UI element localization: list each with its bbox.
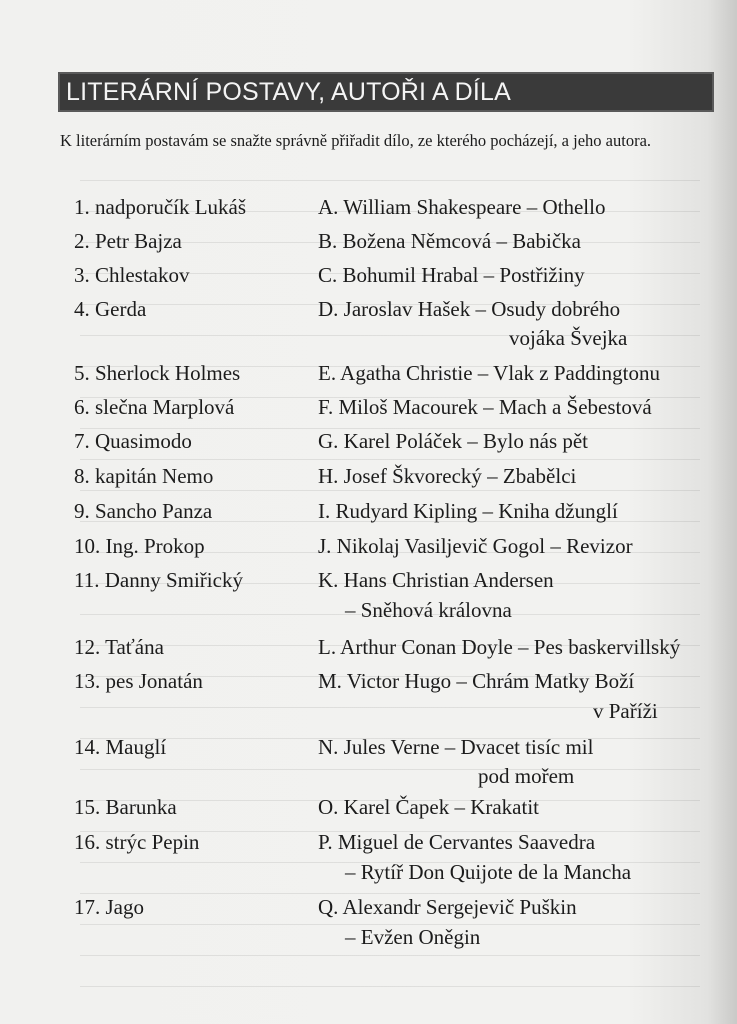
work-item: L. Arthur Conan Doyle – Pes baskervillský bbox=[318, 635, 681, 659]
work-item: P. Miguel de Cervantes Saavedra bbox=[318, 830, 596, 854]
work-item: I. Rudyard Kipling – Kniha džunglí bbox=[318, 499, 618, 523]
work-item-continuation: – Rytíř Don Quijote de la Mancha bbox=[345, 860, 632, 884]
character-item: 14. Mauglí bbox=[74, 735, 167, 759]
work-item: C. Bohumil Hrabal – Postřižiny bbox=[318, 263, 585, 287]
work-item: G. Karel Poláček – Bylo nás pět bbox=[318, 429, 589, 453]
character-item: 9. Sancho Panza bbox=[74, 499, 213, 523]
character-item: 13. pes Jonatán bbox=[74, 669, 203, 693]
instructions: K literárním postavám se snažte správně přiřadit dílo, ze kterého pocházejí, a jeho autora. bbox=[60, 131, 652, 150]
character-item: 1. nadporučík Lukáš bbox=[74, 195, 247, 219]
work-item-continuation: – Sněhová královna bbox=[345, 598, 512, 622]
character-item: 5. Sherlock Holmes bbox=[74, 361, 241, 385]
character-item: 16. strýc Pepin bbox=[74, 830, 200, 854]
work-item: B. Božena Němcová – Babička bbox=[318, 229, 581, 253]
work-item-continuation: – Evžen Oněgin bbox=[345, 925, 481, 949]
work-item: O. Karel Čapek – Krakatit bbox=[318, 795, 540, 819]
character-item: 2. Petr Bajza bbox=[74, 229, 182, 253]
character-item: 10. Ing. Prokop bbox=[74, 534, 205, 558]
work-item: F. Miloš Macourek – Mach a Šebestová bbox=[318, 395, 652, 419]
work-item: M. Victor Hugo – Chrám Matky Boží bbox=[318, 669, 635, 693]
work-item: Q. Alexandr Sergejevič Puškin bbox=[318, 895, 577, 919]
work-item: K. Hans Christian Andersen bbox=[318, 568, 554, 592]
character-item: 17. Jago bbox=[74, 895, 144, 919]
character-item: 8. kapitán Nemo bbox=[74, 464, 214, 488]
work-item-continuation: pod mořem bbox=[478, 764, 575, 788]
work-item: J. Nikolaj Vasiljevič Gogol – Revizor bbox=[318, 534, 633, 558]
character-item: 7. Quasimodo bbox=[74, 429, 192, 453]
character-item: 12. Taťána bbox=[74, 635, 164, 659]
character-item: 11. Danny Smiřický bbox=[74, 568, 243, 592]
character-item: 6. slečna Marplová bbox=[74, 395, 235, 419]
character-item: 15. Barunka bbox=[74, 795, 177, 819]
section-banner bbox=[58, 72, 714, 112]
work-item: N. Jules Verne – Dvacet tisíc mil bbox=[318, 735, 594, 759]
work-item-continuation: v Paříži bbox=[593, 699, 658, 723]
work-item: A. William Shakespeare – Othello bbox=[318, 195, 606, 219]
character-item: 3. Chlestakov bbox=[74, 263, 190, 287]
section-title: LITERÁRNÍ POSTAVY, AUTOŘI A DÍLA bbox=[66, 78, 511, 106]
character-item: 4. Gerda bbox=[74, 297, 147, 321]
work-item: H. Josef Škvorecký – Zbabělci bbox=[318, 464, 577, 488]
work-item: D. Jaroslav Hašek – Osudy dobrého bbox=[318, 297, 621, 321]
work-item-continuation: vojáka Švejka bbox=[509, 326, 628, 350]
work-item: E. Agatha Christie – Vlak z Paddingtonu bbox=[318, 361, 660, 385]
